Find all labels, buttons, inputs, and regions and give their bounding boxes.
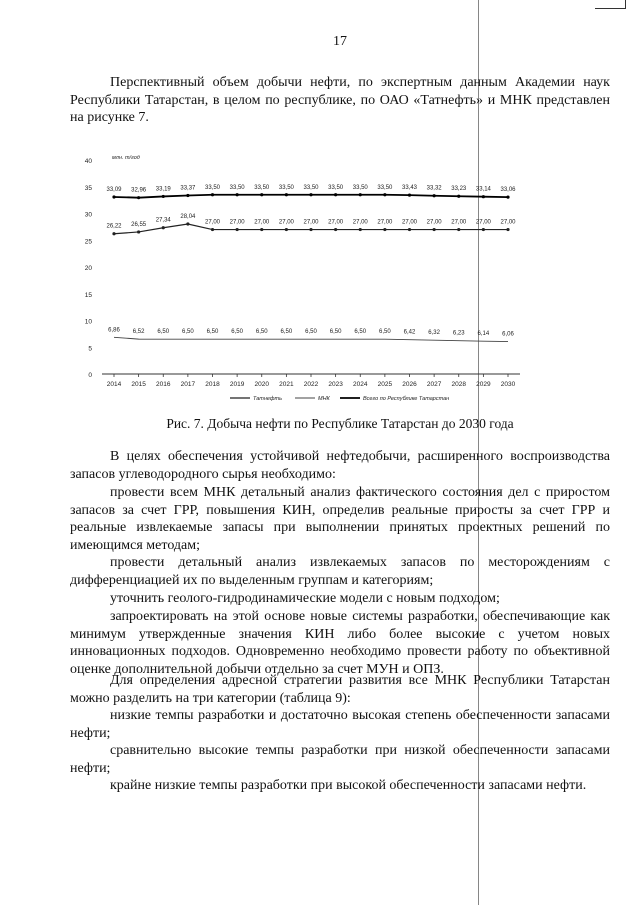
data-point [433,194,436,197]
data-label: 6,50 [255,329,268,336]
data-label: 27,00 [303,219,319,226]
data-label: 6,50 [206,329,219,336]
y-tick-label: 20 [84,265,92,272]
chart-svg [80,146,540,406]
data-point [186,194,189,197]
data-label: 27,34 [155,217,171,224]
x-tick-label: 2020 [254,381,269,388]
data-label: 33,32 [426,185,442,192]
data-label: 33,19 [155,186,171,193]
y-tick-label: 10 [84,318,92,326]
intro-paragraph: Перспективный объем добычи нефти, по экспертным данным Академии наук Республики Татарстан, в целом по республике, по ОАО «Татнефть» и МНК представлен на рисунке 7. [70,75,610,125]
data-point [186,222,189,225]
data-label: 6,50 [329,329,342,336]
body-paragraph: крайне низкие темпы разработки при высокой обеспеченности запасами нефти. [110,778,587,793]
data-label: 33,50 [204,184,221,191]
data-label: 6,50 [231,329,243,336]
data-label: 27,00 [500,219,516,226]
figure-caption: Рис. 7. Добыча нефти по Республике Татарстан до 2030 года [166,416,514,431]
data-label: 6,50 [379,329,391,336]
data-label: 33,37 [180,185,196,192]
y-tick-label: 40 [84,158,92,165]
series-line [114,337,508,341]
data-label: 6,50 [182,329,194,336]
data-point [383,228,386,231]
data-point [309,228,312,231]
x-tick-label: 2019 [229,381,245,388]
data-label: 26,22 [106,223,122,230]
data-label: 27,00 [204,219,221,226]
data-label: 27,00 [278,219,294,226]
data-point [506,228,509,231]
legend-label: МНК [318,396,330,402]
body-paragraph: В целях обеспечения устойчивой нефтедобычи, расширенного воспроизводства запасов углеводородного сырья необходимо: [70,449,610,482]
data-label: 27,00 [254,219,270,226]
data-point [162,195,165,198]
data-label: 33,50 [278,184,294,191]
x-tick-label: 2026 [402,381,417,388]
data-label: 6,14 [477,331,490,338]
data-label: 33,14 [475,186,491,193]
body-paragraph: уточнить геолого-гидродинамические модели с новым подходом; [110,591,500,606]
x-tick-label: 2025 [377,381,393,388]
data-label: 27,00 [401,219,418,226]
data-point [211,228,214,231]
x-tick-label: 2017 [180,381,196,388]
data-point [112,232,115,235]
data-label: 6,52 [132,329,145,336]
legend-label: Татнефть [253,396,282,402]
data-label: 32,96 [131,187,147,194]
data-point [285,193,288,196]
data-point [260,228,263,231]
body-paragraph: низкие темпы разработки и достаточно высокая степень обеспеченности запасами нефти; [70,708,610,741]
data-label: 33,43 [401,185,418,192]
x-tick-label: 2027 [426,381,442,388]
data-label: 27,00 [426,219,442,226]
data-point [137,196,140,199]
production-chart [80,146,540,406]
data-label: 6,50 [280,329,293,336]
data-point [433,228,436,231]
x-tick-label: 2023 [328,381,343,388]
data-label: 33,50 [377,184,393,191]
data-label: 28,04 [180,213,196,220]
data-label: 6,50 [305,329,317,336]
data-point [162,226,165,229]
data-point [112,195,115,198]
data-point [482,195,485,198]
y-tick-label: 15 [84,291,92,299]
x-tick-label: 2024 [353,381,368,388]
y-tick-label: 35 [84,184,92,192]
data-point [285,228,288,231]
x-tick-label: 2014 [106,381,122,388]
data-label: 33,50 [229,184,245,191]
data-point [260,193,263,196]
data-point [408,228,411,231]
data-point [457,195,460,198]
y-tick-label: 0 [88,372,92,379]
data-label: 27,00 [352,219,368,226]
x-tick-label: 2021 [279,381,294,388]
x-tick-label: 2030 [500,381,516,388]
data-point [137,230,140,233]
data-point [408,194,411,197]
x-tick-label: 2029 [476,381,491,388]
x-tick-label: 2016 [156,381,171,388]
data-label: 33,50 [303,184,319,191]
legend-label: Всего по Республике Татарстан [363,396,450,402]
body-paragraph: запроектировать на этой основе новые системы разработки, обеспечивающие как минимум утвержденные значения КИН либо более высокие с учетом новых инновационных подходов. Одновременно необходимо провести работу по объективной оценке дополнительной добычи отдельно за счет МУН и ОПЗ. [70,609,610,677]
data-label: 27,00 [475,219,491,226]
body-paragraph: сравнительно высокие темпы разработки при низкой обеспеченности запасами нефти; [70,743,610,776]
data-point [334,228,337,231]
data-label: 6,06 [502,331,514,338]
data-label: 33,09 [106,186,122,193]
data-label: 6,50 [157,329,170,336]
data-label: 27,00 [229,219,245,226]
y-axis-unit-label: млн. т/год [112,155,140,161]
data-point [236,228,239,231]
data-point [309,193,312,196]
page-number: 17 [333,34,347,49]
data-label: 6,32 [428,330,440,337]
body-paragraph: Для определения адресной стратегии развития все МНК Республики Татарстан можно разделить на три категории (таблица 9): [70,673,610,706]
x-tick-label: 2018 [205,381,220,388]
data-point [359,228,362,231]
y-tick-label: 5 [88,345,92,353]
data-point [236,193,239,196]
x-tick-label: 2015 [131,381,146,388]
data-label: 33,50 [352,184,368,191]
data-label: 6,42 [403,329,416,336]
y-tick-label: 30 [84,211,92,219]
body-paragraph: провести всем МНК детальный анализ фактического состояния дел с приростом запасов за счет ГРР, повышения КИН, определив реальные приросты за счет ГРР и реальные извлекаемые запасы при выполнении принятых проектных решений по имеющимся методам; [70,485,610,553]
data-label: 27,00 [451,219,467,226]
x-tick-label: 2022 [303,381,319,388]
scan-corner-mark [595,0,626,9]
y-tick-label: 25 [84,238,92,246]
data-label: 27,00 [377,219,393,226]
data-label: 33,50 [328,184,344,191]
data-point [211,193,214,196]
body-paragraph: провести детальный анализ извлекаемых запасов по месторождениям с дифференциацией их по выделенным группам и категориям; [70,555,610,588]
data-point [383,193,386,196]
data-point [334,193,337,196]
data-point [482,228,485,231]
data-point [457,228,460,231]
data-label: 27,00 [328,219,344,226]
x-tick-label: 2028 [451,381,466,388]
data-label: 26,55 [131,221,147,228]
data-label: 6,50 [354,329,367,336]
data-label: 6,86 [108,327,120,334]
data-label: 33,50 [254,184,270,191]
data-label: 33,06 [500,187,516,194]
data-point [506,196,509,199]
data-label: 6,23 [452,330,465,337]
data-label: 33,23 [451,186,467,193]
data-point [359,193,362,196]
